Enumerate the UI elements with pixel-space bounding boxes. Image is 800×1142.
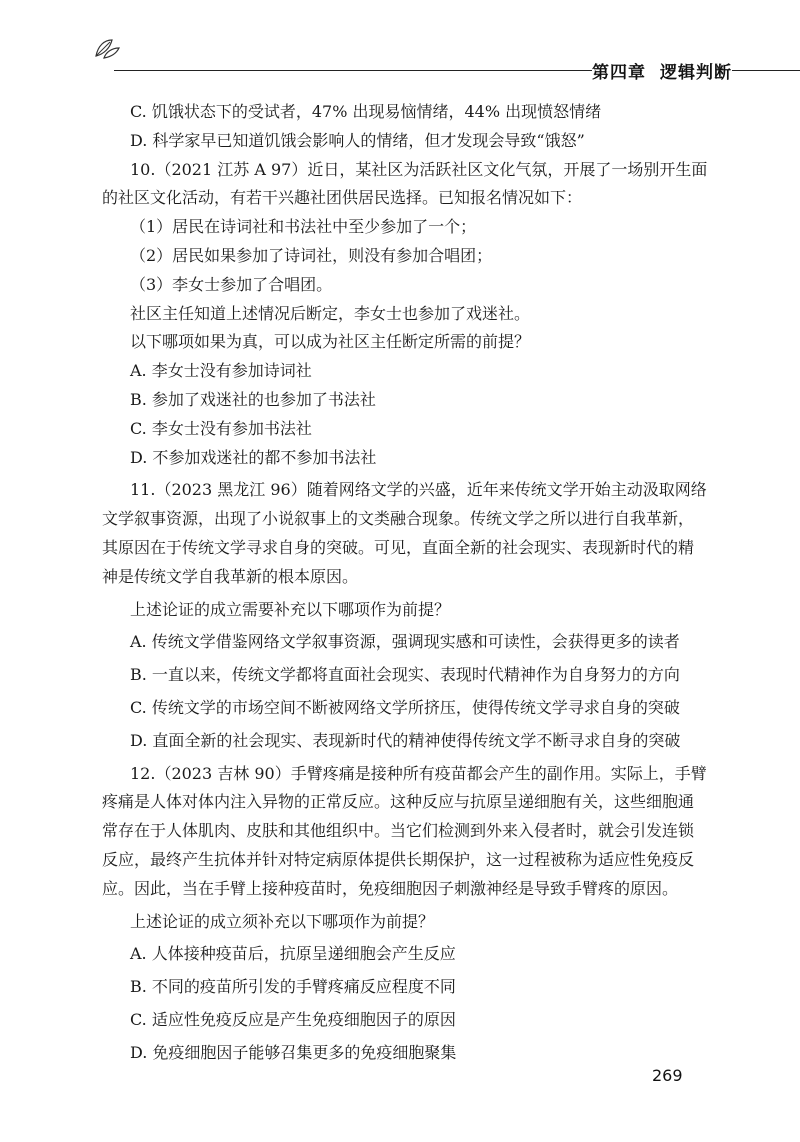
question-text-line: 文学叙事资源，出现了小说叙事上的文类融合现象。传统文学之所以进行自我革新，	[102, 509, 695, 529]
option-line: C. 李女士没有参加书法社	[130, 418, 312, 438]
option-line: C. 饥饿状态下的受试者，47% 出现易恼情绪，44% 出现愤怒情绪	[130, 102, 602, 121]
condition-line: （1）居民在诗词社和书法社中至少参加了一个；	[130, 217, 477, 237]
question-text-line: 社区主任知道上述情况后断定，李女士也参加了戏迷社。	[130, 303, 531, 323]
question-prompt: 上述论证的成立须补充以下哪项作为前提？	[130, 911, 435, 931]
question-text-line: 应。因此，当在手臂上接种疫苗时，免疫细胞因子刺激神经是导致手臂疼的原因。	[102, 878, 679, 898]
page-number: 269	[652, 1066, 683, 1085]
running-header	[92, 30, 800, 83]
option-line: B. 一直以来，传统文学都将直面社会现实、表现时代精神作为自身努力的方向	[130, 665, 680, 685]
question-prompt: 上述论证的成立需要补充以下哪项作为前提？	[130, 599, 451, 619]
question-text-line: 疼痛是人体对体内注入异物的正常反应。这种反应与抗原呈递细胞有关，这些细胞通	[102, 792, 695, 812]
question-11-stem: 11.（2023 黑龙江 96）随着网络文学的兴盛，近年来传统文学开始主动汲取网络	[130, 480, 707, 500]
option-line: A. 李女士没有参加诗词社	[130, 361, 312, 381]
option-line: D. 直面全新的社会现实、表现新时代的精神使得传统文学不断寻求自身的突破	[130, 730, 681, 750]
question-text-line: 的社区文化活动，有若干兴趣社团供居民选择。已知报名情况如下：	[102, 188, 583, 208]
question-text-line: 常存在于人体肌肉、皮肤和其他组织中。当它们检测到外来入侵者时，就会引发连锁	[102, 821, 695, 841]
chapter-label: 第四章	[592, 63, 646, 83]
option-line: A. 传统文学借鉴网络文学叙事资源，强调现实感和可读性，会获得更多的读者	[130, 632, 680, 652]
chapter-title	[592, 58, 732, 83]
option-line: D. 免疫细胞因子能够召集更多的免疫细胞聚集	[130, 1042, 457, 1062]
option-line: B. 不同的疫苗所引发的手臂疼痛反应程度不同	[130, 977, 456, 997]
option-line: C. 传统文学的市场空间不断被网络文学所挤压，使得传统文学寻求自身的突破	[130, 697, 680, 717]
option-line: C. 适应性免疫反应是产生免疫细胞因子的原因	[130, 1009, 456, 1029]
option-line: D. 不参加戏迷社的都不参加书法社	[130, 447, 377, 467]
question-text-line: 神是传统文学自我革新的根本原因。	[102, 566, 359, 586]
header-rule-right	[732, 70, 800, 71]
option-line: A. 人体接种疫苗后，抗原呈递细胞会产生反应	[130, 944, 456, 964]
condition-line: （2）居民如果参加了诗词社，则没有参加合唱团；	[130, 245, 493, 265]
question-10-stem: 10.（2021 江苏 A 97）近日，某社区为活跃社区文化气氛，开展了一场别开生面	[130, 159, 708, 179]
question-text-line: 反应，最终产生抗体并针对特定病原体提供长期保护，这一过程被称为适应性免疫反	[102, 849, 695, 869]
header-rule-left	[114, 70, 592, 71]
page-body	[102, 98, 708, 1068]
question-12-stem: 12.（2023 吉林 90）手臂疼痛是接种所有疫苗都会产生的副作用。实际上，手臂	[130, 763, 707, 783]
condition-line: （3）李女士参加了合唱团。	[130, 274, 333, 294]
option-line: B. 参加了戏迷社的也参加了书法社	[130, 389, 376, 409]
section-label: 逻辑判断	[660, 63, 732, 83]
question-text-line: 其原因在于传统文学寻求自身的突破。可见，直面全新的社会现实、表现新时代的精	[102, 537, 695, 557]
option-line: D. 科学家早已知道饥饿会影响人的情绪，但才发现会导致“饿怒”	[130, 130, 585, 150]
question-prompt: 以下哪项如果为真，可以成为社区主任断定所需的前提？	[130, 332, 531, 352]
leaf-ornament-icon	[92, 36, 122, 60]
